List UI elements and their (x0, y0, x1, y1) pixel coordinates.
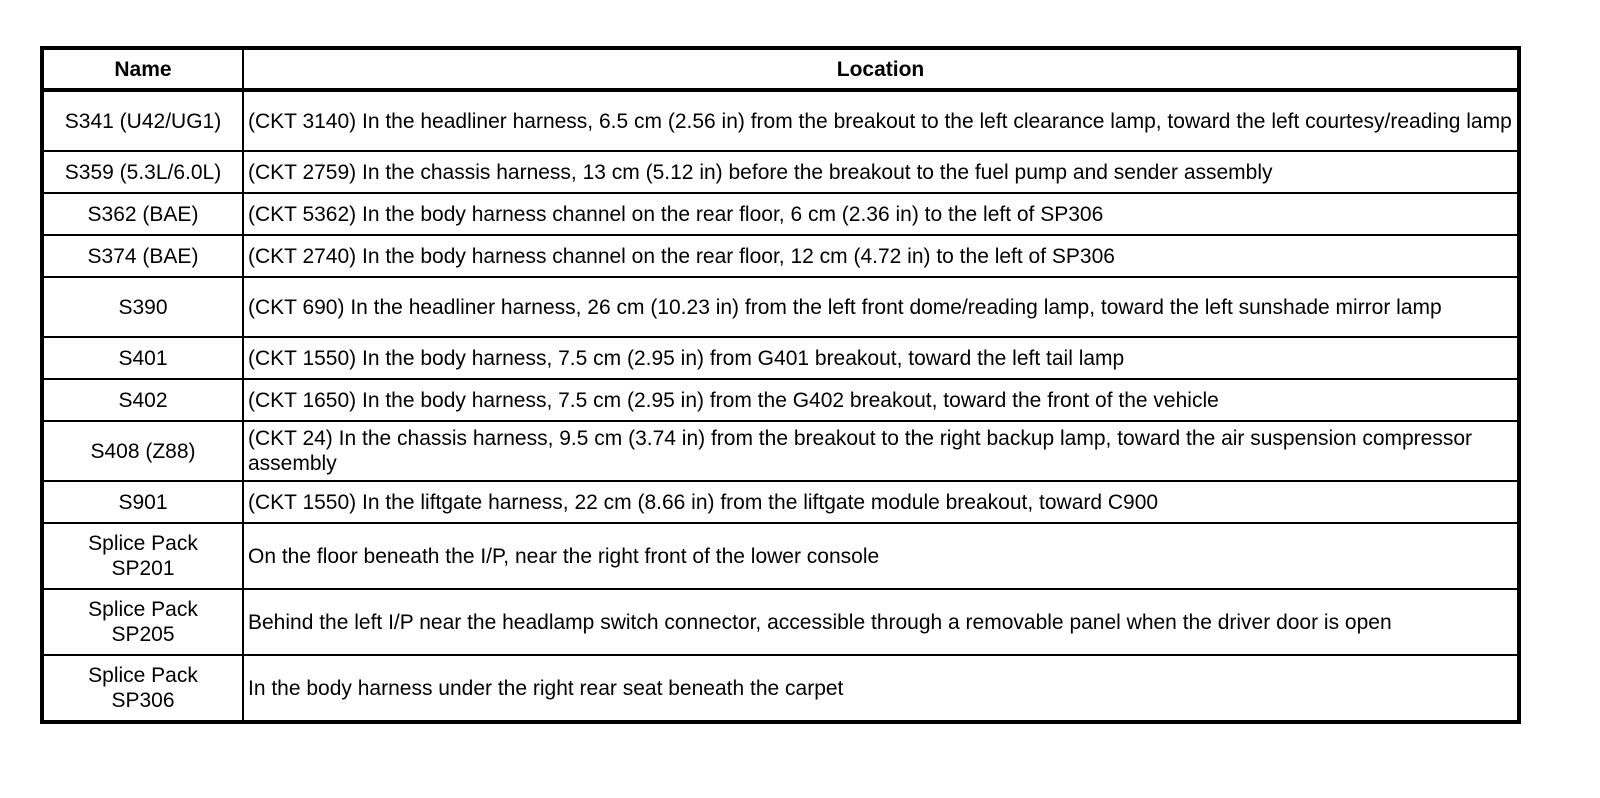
splice-name-cell: S901 (42, 481, 243, 523)
splice-location-cell: (CKT 3140) In the headliner harness, 6.5 cm (2.56 in) from the breakout to the left clearance lamp, toward the left courtesy/reading lamp (243, 90, 1519, 151)
column-header-location: Location (243, 48, 1519, 90)
splice-name-line: Splice Pack (88, 532, 198, 555)
splice-name-line: SP205 (111, 623, 175, 646)
splice-location-cell: Behind the left I/P near the headlamp switch connector, accessible through a removable panel when the driver door is open (243, 589, 1519, 655)
splice-location-cell: (CKT 1550) In the liftgate harness, 22 cm (8.66 in) from the liftgate module breakout, toward C900 (243, 481, 1519, 523)
table-row (42, 589, 1519, 655)
splice-location-cell: (CKT 1650) In the body harness, 7.5 cm (2.95 in) from the G402 breakout, toward the front of the vehicle (243, 379, 1519, 421)
table-row (42, 193, 1519, 235)
splice-location-cell: On the floor beneath the I/P, near the right front of the lower console (243, 523, 1519, 589)
splice-name-cell (42, 655, 243, 722)
table-header-row (42, 48, 1519, 90)
splice-name-line: SP306 (111, 689, 175, 712)
splice-name-line: Splice Pack (88, 598, 198, 621)
splice-location-cell: (CKT 5362) In the body harness channel on the rear floor, 6 cm (2.36 in) to the left of SP306 (243, 193, 1519, 235)
table-row (42, 277, 1519, 337)
splice-name-cell: S390 (42, 277, 243, 337)
splice-name-cell (42, 589, 243, 655)
splice-location-cell: (CKT 24) In the chassis harness, 9.5 cm (3.74 in) from the breakout to the right backup lamp, toward the air suspension compressor assembly (243, 421, 1519, 481)
splice-name-cell: S362 (BAE) (42, 193, 243, 235)
splice-location-cell: In the body harness under the right rear seat beneath the carpet (243, 655, 1519, 722)
table-row (42, 90, 1519, 151)
table-row (42, 235, 1519, 277)
splice-name-line: Splice Pack (88, 664, 198, 687)
splice-location-cell: (CKT 690) In the headliner harness, 26 cm (10.23 in) from the left front dome/reading lamp, toward the left sunshade mirror lamp (243, 277, 1519, 337)
splice-name-cell: S402 (42, 379, 243, 421)
splice-name-cell: S341 (U42/UG1) (42, 90, 243, 151)
table-row (42, 337, 1519, 379)
splice-name-line: SP201 (111, 557, 175, 580)
column-header-name: Name (42, 48, 243, 90)
splice-location-cell: (CKT 2740) In the body harness channel on the rear floor, 12 cm (4.72 in) to the left of SP306 (243, 235, 1519, 277)
splice-name-cell: S408 (Z88) (42, 421, 243, 481)
table-row (42, 523, 1519, 589)
table-row (42, 655, 1519, 722)
splice-name-cell: S401 (42, 337, 243, 379)
splice-location-cell: (CKT 2759) In the chassis harness, 13 cm (5.12 in) before the breakout to the fuel pump and sender assembly (243, 151, 1519, 193)
table-row (42, 481, 1519, 523)
table-row (42, 151, 1519, 193)
splice-location-cell: (CKT 1550) In the body harness, 7.5 cm (2.95 in) from G401 breakout, toward the left tail lamp (243, 337, 1519, 379)
splice-location-table-container (40, 46, 1521, 724)
table-row (42, 379, 1519, 421)
table-row (42, 421, 1519, 481)
splice-name-cell: S359 (5.3L/6.0L) (42, 151, 243, 193)
splice-name-cell: S374 (BAE) (42, 235, 243, 277)
splice-name-cell (42, 523, 243, 589)
splice-location-table (40, 46, 1521, 724)
